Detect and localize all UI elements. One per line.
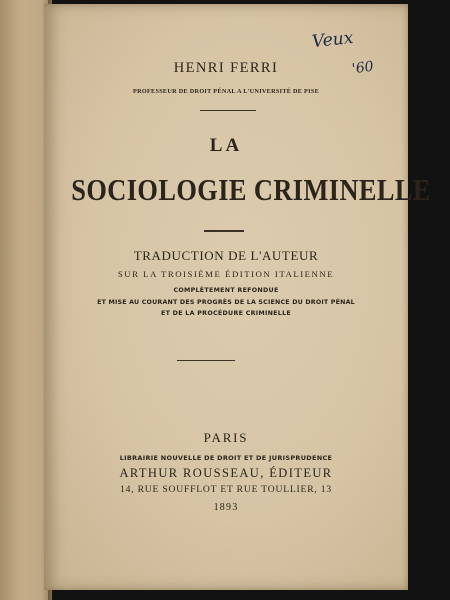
title-article: LA — [209, 135, 243, 156]
edition-note-line: ET DE LA PROCÉDURE CRIMINELLE — [160, 310, 292, 317]
handwritten-note-1: Veux — [311, 27, 355, 53]
edition-note-line: ET MISE AU COURANT DES PROGRÈS DE LA SCIENCE DU DROIT PÉNAL — [97, 299, 355, 306]
divider-rule — [204, 230, 244, 232]
edition-note-line: COMPLÈTEMENT REFONDUE — [173, 287, 279, 294]
author-name: HENRI FERRI — [173, 60, 279, 76]
divider-rule — [177, 360, 235, 361]
divider-rule — [200, 110, 256, 111]
publisher-address: 14, RUE SOUFFLOT ET RUE TOULLIER, 13 — [120, 484, 332, 495]
book-title: SOCIOLOGIE CRIMINELLE — [71, 172, 431, 207]
library-name: LIBRAIRIE NOUVELLE DE DROIT ET DE JURISPRUDENCE — [119, 454, 333, 462]
author-role: PROFESSEUR DE DROIT PÉNAL A L'UNIVERSITÉ DE PISE — [132, 88, 320, 95]
publisher-name: ARTHUR ROUSSEAU, ÉDITEUR — [119, 466, 333, 480]
publication-place: PARIS — [203, 430, 249, 445]
translation-source: SUR LA TROISIÈME ÉDITION ITALIENNE — [117, 269, 335, 279]
handwritten-note-2: '60 — [350, 58, 375, 78]
translation-line: TRADUCTION DE L'AUTEUR — [133, 248, 319, 263]
title-page — [44, 4, 431, 590]
publication-year: 1893 — [213, 502, 239, 513]
